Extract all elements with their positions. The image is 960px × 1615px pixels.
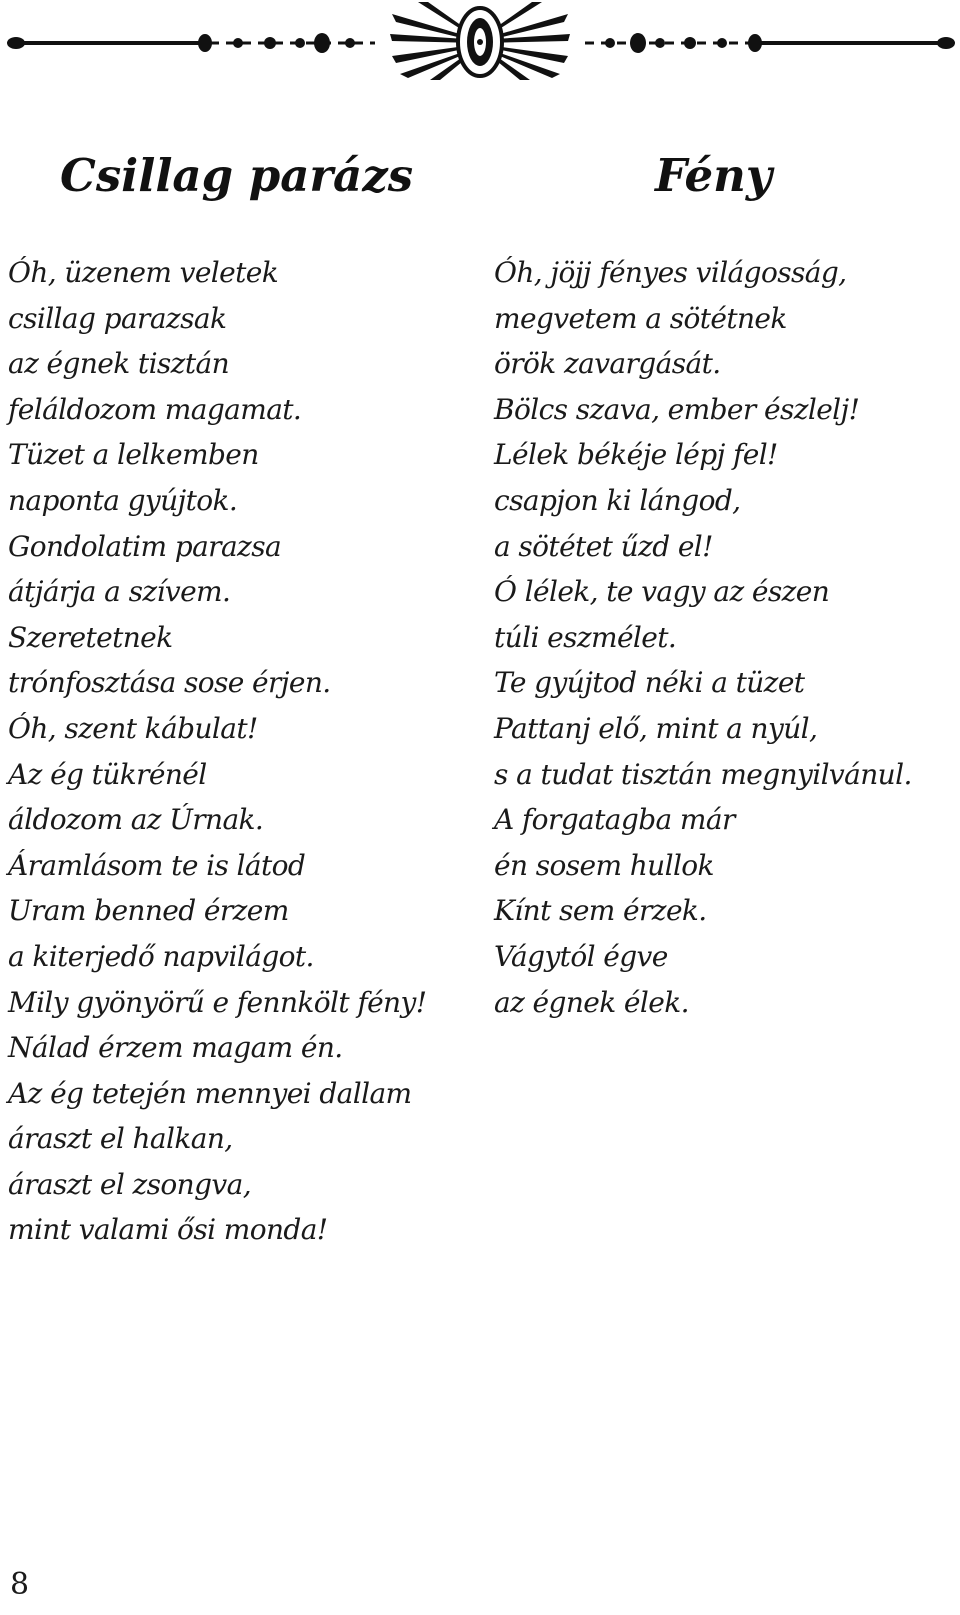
- poem-line: Óh, jöjj fényes világosság,: [494, 256, 847, 289]
- poem-line: megvetem a sötétnek: [494, 301, 787, 335]
- poem-line: Áramlásom te is látod: [8, 848, 306, 882]
- poem-line: Nálad érzem magam én.: [8, 1031, 343, 1065]
- poem-line: a sötétet űzd el!: [494, 529, 713, 563]
- poem-line: csillag parazsak: [8, 301, 227, 335]
- poem-line: trónfosztása sose érjen.: [8, 666, 331, 700]
- poem-line: Gondolatim parazsa: [8, 529, 282, 563]
- poem-line: áraszt el halkan,: [8, 1122, 233, 1156]
- poem-line: naponta gyújtok.: [8, 483, 238, 517]
- poem-text-left: [8, 250, 478, 1253]
- poem-line: áraszt el zsongva,: [8, 1167, 252, 1201]
- poem-title-left: Csillag parázs: [60, 149, 414, 202]
- poem-line: Az ég tükrénél: [8, 757, 207, 791]
- poem-line: Szeretetnek: [8, 620, 173, 654]
- poem-line: Lélek békéje lépj fel!: [494, 438, 778, 472]
- poem-line: az égnek élek.: [494, 985, 689, 1019]
- poem-line: A forgatagba már: [494, 803, 735, 837]
- poem-line: Óh, üzenem veletek: [8, 256, 279, 289]
- poem-text-right: [494, 250, 954, 1025]
- poem-line: az égnek tisztán: [8, 347, 230, 381]
- poem-line: Tüzet a lelkemben: [8, 438, 259, 472]
- poem-line: Óh, szent kábulat!: [8, 711, 258, 745]
- poem-line: Te gyújtod néki a tüzet: [494, 666, 805, 700]
- poem-line: áldozom az Úrnak.: [8, 803, 264, 837]
- poem-line: Ó lélek, te vagy az észen: [494, 575, 830, 609]
- poem-line: örök zavargását.: [494, 347, 721, 381]
- poem-line: én sosem hullok: [494, 848, 714, 882]
- poem-line: csapjon ki lángod,: [494, 483, 741, 517]
- poem-line: átjárja a szívem.: [8, 575, 231, 609]
- decorative-divider-icon: [0, 0, 960, 80]
- poem-line: Mily gyönyörű e fennkölt fény!: [8, 985, 427, 1019]
- poem-line: túli eszmélet.: [494, 620, 677, 654]
- page-number: 8: [10, 1567, 30, 1602]
- poem-line: a kiterjedő napvilágot.: [8, 939, 314, 973]
- poem-line: feláldozom magamat.: [8, 392, 302, 426]
- poem-line: Az ég tetején mennyei dallam: [8, 1076, 412, 1110]
- poem-line: Kínt sem érzek.: [494, 894, 707, 928]
- poem-line: Uram benned érzem: [8, 894, 289, 928]
- poem-line: Bölcs szava, ember észlelj!: [494, 392, 860, 426]
- poem-line: Vágytól égve: [494, 939, 668, 973]
- poem-line: mint valami ősi monda!: [8, 1213, 328, 1247]
- poem-line: Pattanj elő, mint a nyúl,: [494, 711, 818, 745]
- poem-line: s a tudat tisztán megnyilvánul.: [494, 757, 912, 791]
- poem-title-right: Fény: [655, 149, 772, 202]
